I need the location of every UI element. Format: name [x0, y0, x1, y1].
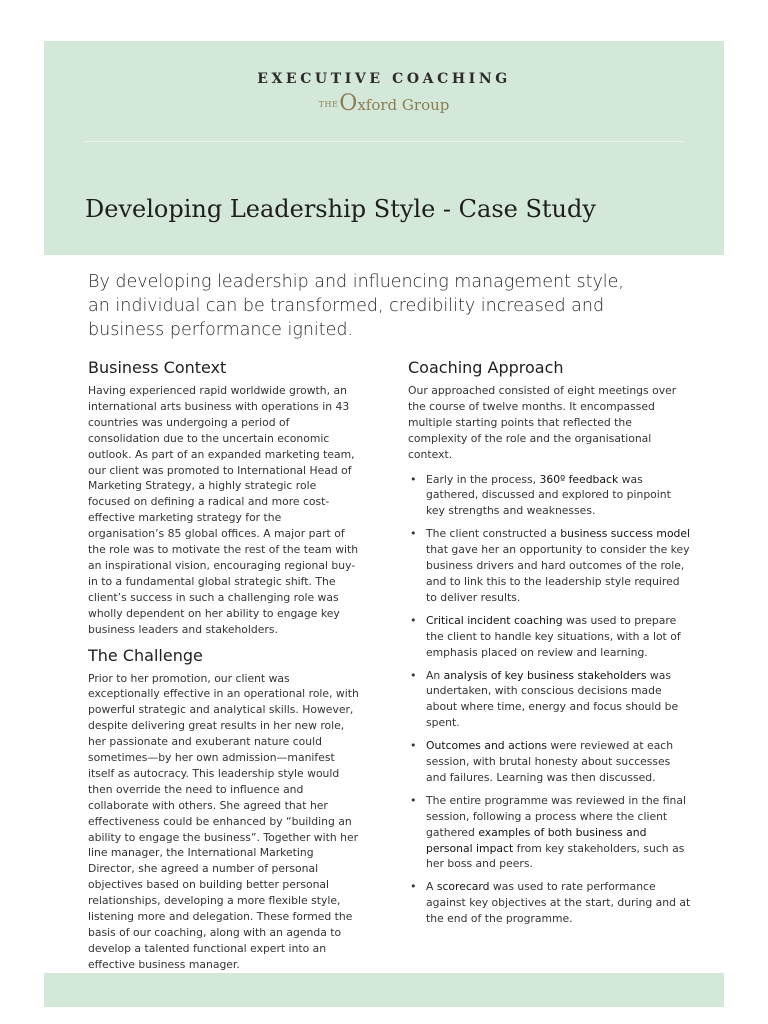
bullet-icon: •: [410, 668, 417, 682]
brand-name: [44, 91, 724, 116]
item-text: The entire programme was reviewed in the final session, following a process where the client gathered: [426, 793, 687, 839]
bullet-icon: •: [410, 472, 417, 486]
challenge-text: Prior to her promotion, our client was exceptionally effective in an operational role, with powerful strategic and analytical skills. However, despite delivering great results in her new role, her passionate and exuberant nature could sometimes—by her own admission—manifest itself as autocracy. This leadership style would then override the need to influence and collaborate with others. She agreed that her effectiveness could be enhanced by “building an ability to engage the business”. Together with her line manager, the International Marketing Director, she agreed a number of personal objectives based on building better personal relationships, developing a more flexible style, listening more and delegation. These formed the basis of our coaching, along with an agenda to develop a talented functional expert into an effective business manager.: [88, 671, 359, 971]
item-text: An: [426, 668, 444, 682]
list-item: [408, 738, 693, 786]
item-text: from key stakeholders, such as her boss and peers.: [426, 841, 685, 871]
challenge-heading: The Challenge: [88, 645, 203, 665]
coaching-approach-intro: Our approached consisted of eight meetings over the course of twelve months. It encompassed multiple starting points that reflected the complexity of the role and the organisational context.: [408, 384, 677, 461]
brand-rest: xford Group: [357, 96, 450, 114]
item-highlight: analysis of key business stakeholders: [443, 668, 647, 682]
page-title: Developing Leadership Style - Case Study: [85, 195, 596, 223]
item-text: Early in the process,: [426, 472, 540, 486]
item-text: were reviewed at each session, with brutal honesty about successes and failures. Learning was then discussed.: [426, 739, 674, 784]
list-item: [408, 879, 693, 927]
bullet-icon: •: [410, 527, 417, 541]
item-text: was used to rate performance against key objectives at the start, during and at the end of the programme.: [426, 880, 691, 926]
item-text: was undertaken, with conscious decisions made about where time, energy and focus should be spent.: [426, 668, 679, 730]
list-item: [408, 793, 693, 873]
item-highlight: 360º feedback: [539, 472, 619, 486]
header-divider: [84, 141, 684, 142]
item-text: that gave her an opportunity to consider the key business drivers and hard outcomes of the role, and to link this to the leadership style required to deliver results.: [426, 543, 690, 604]
item-text: was used to prepare the client to handle key situations, with a lot of emphasis placed on review and learning.: [426, 613, 681, 659]
item-text: The client constructed a: [426, 527, 561, 541]
intro-paragraph: By developing leadership and influencing management style, an individual can be transformed, credibility increased and business performance ignited.: [88, 272, 624, 340]
brand-initial: O: [339, 91, 358, 116]
bullet-icon: •: [410, 793, 417, 807]
item-text: A: [426, 880, 437, 894]
brand-logo: [44, 71, 724, 116]
left-column: [88, 358, 368, 973]
approach-list: [408, 472, 693, 928]
bullet-icon: •: [410, 880, 417, 894]
item-highlight: scorecard: [436, 880, 490, 894]
right-column: [408, 358, 693, 934]
footer-band: [44, 973, 724, 1007]
bullet-icon: •: [410, 739, 417, 753]
list-item: [408, 472, 693, 520]
brand-the: THE: [318, 100, 339, 109]
list-item: [408, 526, 693, 606]
list-item: [408, 613, 693, 661]
bullet-icon: •: [410, 613, 417, 627]
header-band: [44, 41, 724, 255]
brand-tagline: EXECUTIVE COACHING: [257, 71, 511, 87]
business-context-heading: Business Context: [88, 358, 227, 377]
item-highlight: examples of both business and personal impact: [426, 825, 647, 855]
item-highlight: Outcomes and actions: [426, 739, 547, 753]
item-text: was gathered, discussed and explored to pinpoint key strengths and weaknesses.: [426, 472, 671, 518]
list-item: [408, 668, 693, 732]
coaching-approach-heading: Coaching Approach: [408, 358, 564, 377]
item-highlight: business success model: [560, 527, 691, 541]
item-highlight: Critical incident coaching: [426, 613, 563, 627]
business-context-text: Having experienced rapid worldwide growth, an international arts business with operations in 43 countries was undergoing a period of consolidation due to the uncertain economic outlook. As part of an expanded marketing team, our client was promoted to International Head of Marketing Strategy, a highly strategic role focused on defining a radical and more cost-effective marketing strategy for the organisation’s 85 global offices. A major part of the role was to motivate the rest of the team with an inspirational vision, encouraging regional buy-in to a fundamental global strategic shift. The client’s success in such a challenging role was wholly dependent on her ability to engage key business leaders and stakeholders.: [88, 384, 359, 636]
